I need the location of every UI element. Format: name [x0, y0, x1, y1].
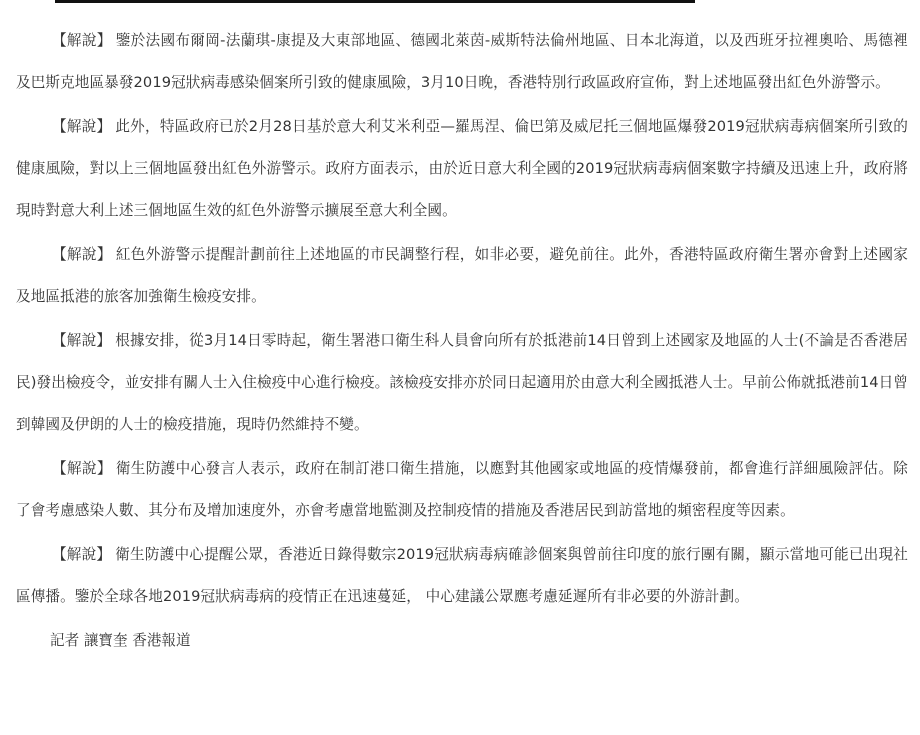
top-divider: [55, 0, 695, 3]
paragraph-3: [16, 234, 908, 318]
paragraph-tag: 【解說】: [52, 546, 112, 563]
paragraph-2: [16, 106, 908, 232]
paragraph-text: 根據安排，從3月14日零時起，衛生署港口衛生科人員會向所有於抵港前14日曾到上述國家及地區的人士(不論是否香港居民)發出檢疫令，並安排有關人士入住檢疫中心進行檢疫。該檢疫安排亦於同日起適用於由意大利全國抵港人士。早前公佈就抵港前14日曾到韓國及伊朗的人士的檢疫措施，現時仍然維持不變。: [16, 332, 908, 433]
paragraph-tag: 【解說】: [52, 332, 112, 349]
paragraph-text: 紅色外游警示提醒計劃前往上述地區的市民調整行程，如非必要，避免前往。此外，香港特區政府衛生署亦會對上述國家及地區抵港的旅客加強衛生檢疫安排。: [16, 246, 908, 305]
paragraph-tag: 【解說】: [52, 118, 112, 135]
paragraph-tag: 【解說】: [52, 32, 112, 49]
paragraph-6: [16, 534, 908, 618]
paragraph-tag: 【解說】: [52, 246, 112, 263]
paragraph-text: 衛生防護中心提醒公眾，香港近日錄得數宗2019冠狀病毒病確診個案與曾前往印度的旅行團有關，顯示當地可能已出現社區傳播。鑒於全球各地2019冠狀病毒病的疫情正在迅速蔓延， 中心建議公眾應考慮延遲所有非必要的外游計劃。: [16, 546, 908, 605]
paragraph-1: [16, 20, 908, 104]
paragraph-text: 鑒於法國布爾岡-法蘭琪-康提及大東部地區、德國北萊茵-威斯特法倫州地區、日本北海道，以及西班牙拉裡奧哈、馬德裡及巴斯克地區暴發2019冠狀病毒感染個案所引致的健康風險，3月10日晚，香港特別行政區政府宣佈，對上述地區發出紅色外游警示。: [16, 32, 908, 91]
paragraph-text: 衛生防護中心發言人表示，政府在制訂港口衛生措施，以應對其他國家或地區的疫情爆發前，都會進行詳細風險評估。除了會考慮感染人數、其分布及增加速度外，亦會考慮當地監測及控制疫情的措施及香港居民到訪當地的頻密程度等因素。: [16, 460, 908, 519]
paragraph-4: [16, 320, 908, 446]
paragraph-text: 此外，特區政府已於2月28日基於意大利艾米利亞—羅馬涅、倫巴第及威尼托三個地區爆發2019冠狀病毒病個案所引致的健康風險，對以上三個地區發出紅色外游警示。政府方面表示，由於近日意大利全國的2019冠狀病毒病個案數字持續及迅速上升，政府將現時對意大利上述三個地區生效的紅色外游警示擴展至意大利全國。: [16, 118, 908, 219]
paragraph-tag: 【解說】: [52, 460, 112, 477]
article-body: [16, 20, 908, 662]
paragraph-5: [16, 448, 908, 532]
reporter-byline: 記者 讓寶奎 香港報道: [50, 632, 191, 649]
